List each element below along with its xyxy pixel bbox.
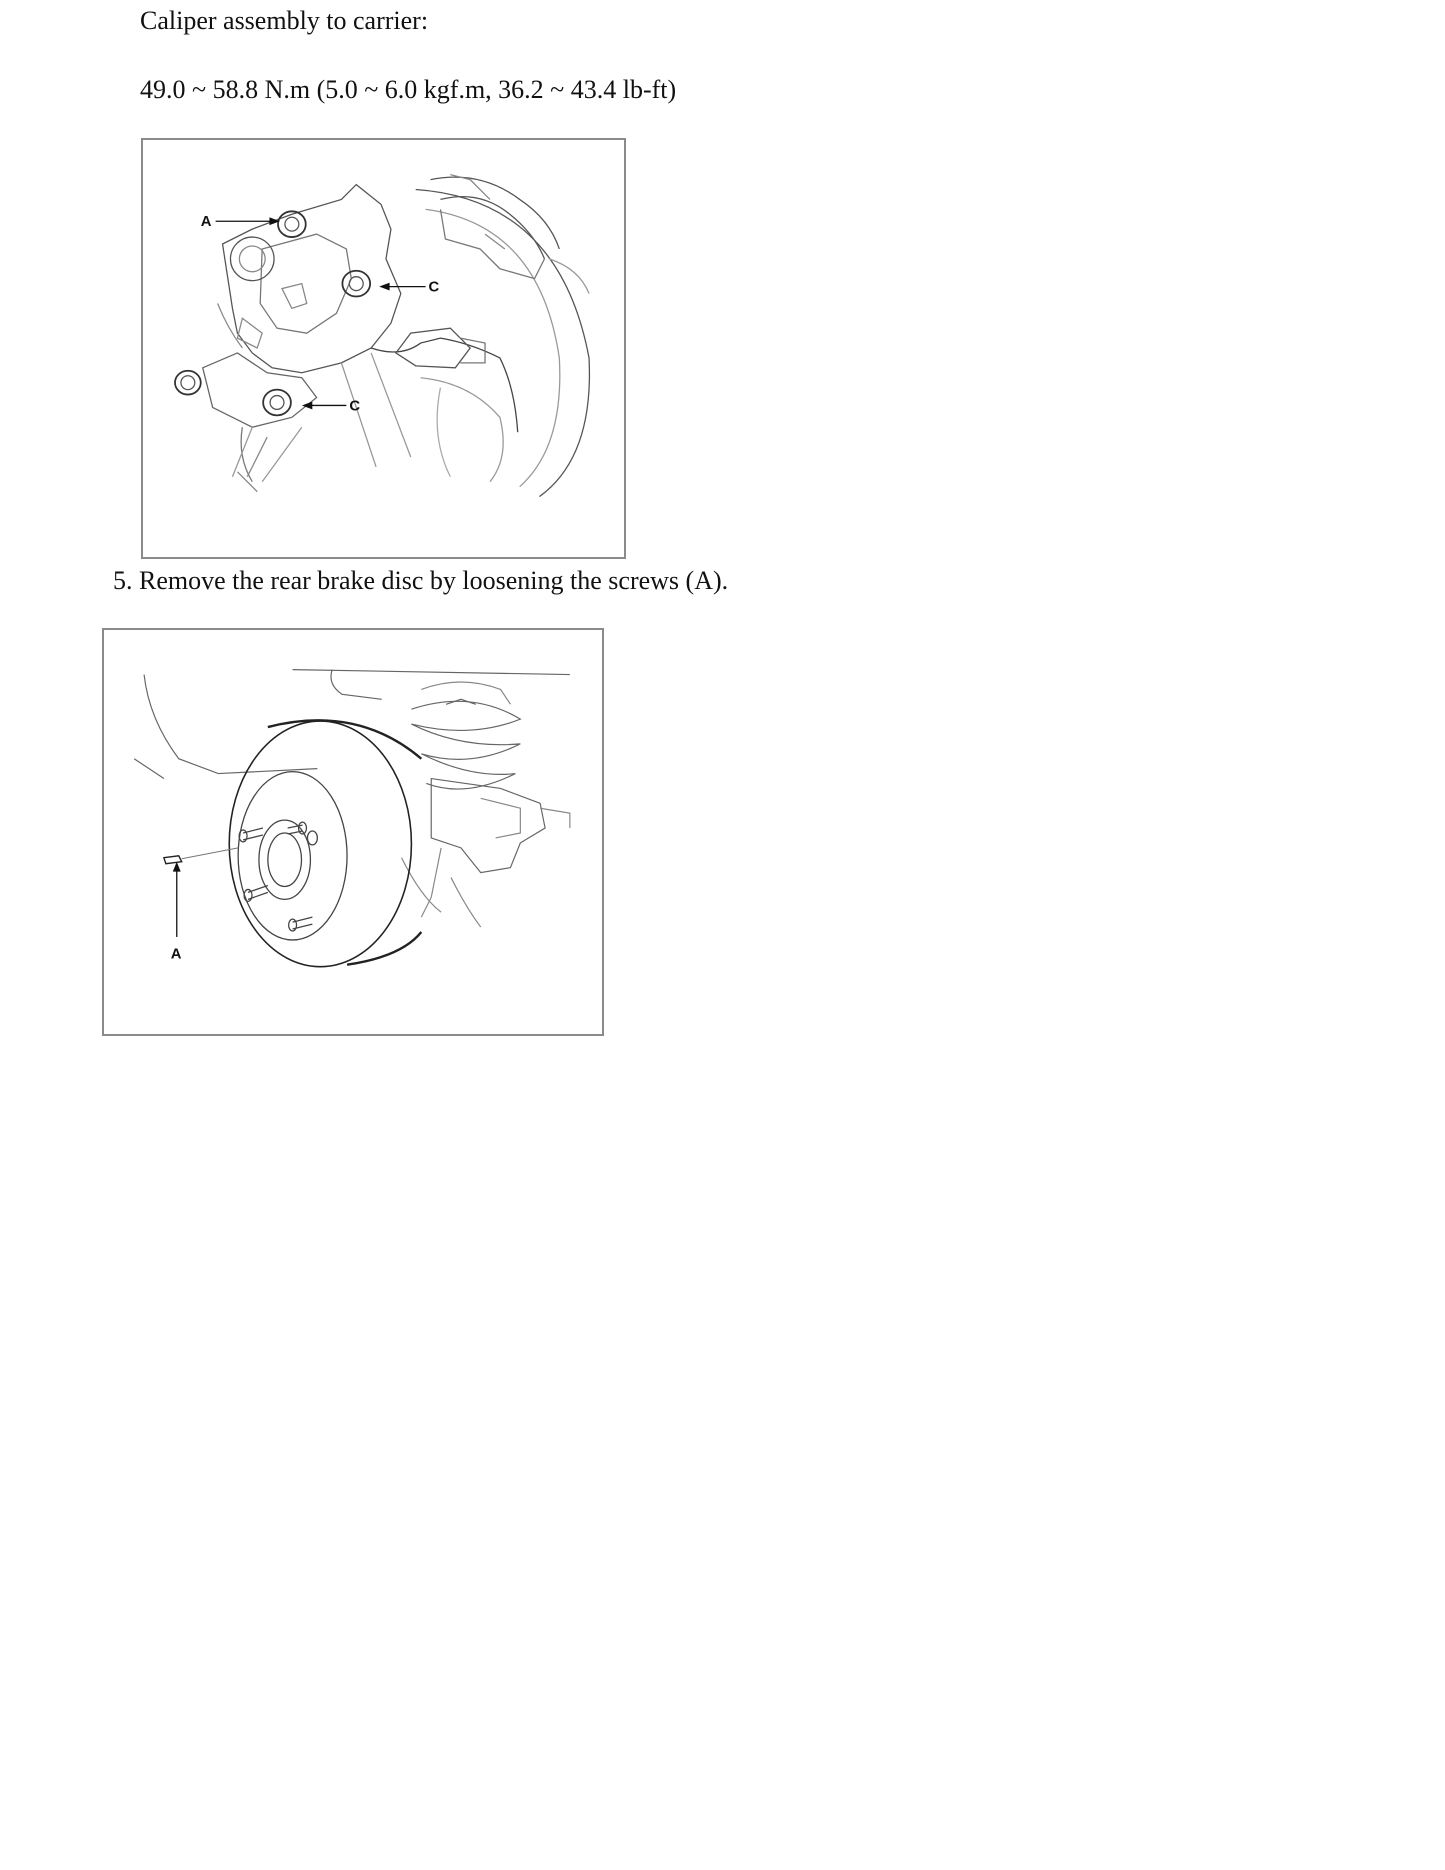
caliper-drawing xyxy=(143,140,624,557)
step-5-instruction: 5. Remove the rear brake disc by loosening the screws (A). xyxy=(113,566,729,595)
brake-disc-drawing xyxy=(104,630,602,1034)
torque-spec-value: 49.0 ~ 58.8 N.m (5.0 ~ 6.0 kgf.m, 36.2 ~ 43.4 lb-ft) xyxy=(140,75,677,104)
callout-a-label: A xyxy=(170,946,182,963)
callout-a-label: A xyxy=(200,214,212,231)
brake-disc-illustration xyxy=(102,628,604,1036)
callout-c-lower-label: C xyxy=(349,398,361,415)
caliper-illustration xyxy=(141,138,626,559)
torque-spec-label: Caliper assembly to carrier: xyxy=(140,6,429,35)
callout-c-upper-label: C xyxy=(428,279,440,296)
